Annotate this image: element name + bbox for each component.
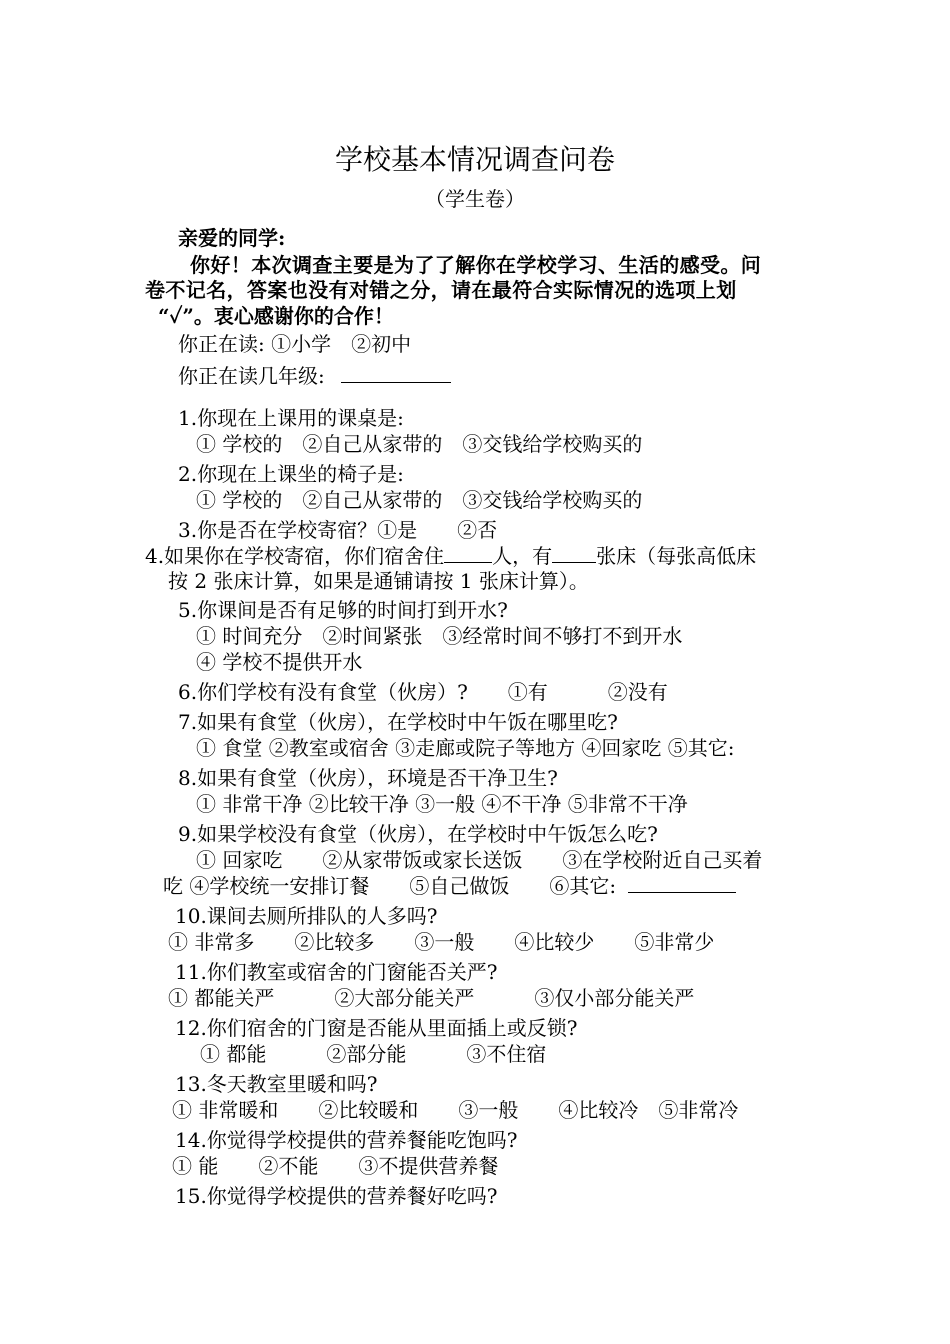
question-1: 1.你现在上课用的课桌是: (178, 406, 404, 430)
question-5-options-2: ④ 学校不提供开水 (196, 650, 363, 674)
question-4-part-c: 张床（每张高低床 (596, 544, 757, 568)
page-subtitle: （学生卷） (425, 187, 525, 211)
intro-line-3: “✓”。衷心感谢你的合作！ (158, 304, 394, 328)
question-10-options: ① 非常多 ②比较多 ③一般 ④比较少 ⑤非常少 (168, 930, 715, 954)
question-4-line-2: 按 2 张床计算，如果是通铺请按 1 张床计算）。 (168, 569, 589, 593)
intro-line-1: 你好！本次调查主要是为了了解你在学校学习、生活的感受。问 (190, 253, 762, 277)
question-5-options-1: ① 时间充分 ②时间紧张 ③经常时间不够打不到开水 (196, 624, 683, 648)
grade-year-blank[interactable] (341, 362, 451, 383)
grade-level-question: 你正在读: ①小学 ②初中 (178, 332, 412, 356)
other-lunch-blank[interactable] (628, 872, 736, 893)
grade-year-row (178, 362, 451, 390)
question-4 (145, 542, 756, 570)
question-10: 10.课间去厕所排队的人多吗? (175, 904, 438, 928)
question-7: 7.如果有食堂（伙房），在学校时中午饭在哪里吃? (178, 710, 618, 734)
question-5: 5.你课间是否有足够的时间打到开水? (178, 598, 508, 622)
question-2: 2.你现在上课坐的椅子是: (178, 462, 404, 486)
bed-count-blank[interactable] (552, 542, 596, 563)
question-3: 3.你是否在学校寄宿？①是 ②否 (178, 518, 498, 542)
question-8: 8.如果有食堂（伙房），环境是否干净卫生? (178, 766, 558, 790)
question-9-options-1: ① 回家吃 ②从家带饭或家长送饭 ③在学校附近自己买着 (196, 848, 763, 872)
question-7-options: ① 食堂 ②教室或宿舍 ③走廊或院子等地方 ④回家吃 ⑤其它: (196, 736, 735, 760)
question-6: 6.你们学校有没有食堂（伙房）? ①有 ②没有 (178, 680, 668, 704)
intro-line-2: 卷不记名，答案也没有对错之分，请在最符合实际情况的选项上划 (145, 278, 737, 302)
question-11-options: ① 都能关严 ②大部分能关严 ③仅小部分能关严 (168, 986, 695, 1010)
room-occupants-blank[interactable] (444, 542, 492, 563)
question-8-options: ① 非常干净 ②比较干净 ③一般 ④不干净 ⑤非常不干净 (196, 792, 688, 816)
page-title: 学校基本情况调查问卷 (334, 143, 615, 176)
question-13-options: ① 非常暖和 ②比较暖和 ③一般 ④比较冷 ⑤非常冷 (172, 1098, 739, 1122)
question-1-options: ① 学校的 ②自己从家带的 ③交钱给学校购买的 (196, 432, 643, 456)
question-9-options-2: 吃 ④学校统一安排订餐 ⑤自己做饭 ⑥其它: (163, 874, 617, 898)
question-12-options: ① 都能 ②部分能 ③不住宿 (200, 1042, 547, 1066)
grade-year-question: 你正在读几年级: (178, 364, 325, 388)
question-14: 14.你觉得学校提供的营养餐能吃饱吗? (175, 1128, 518, 1152)
question-14-options: ① 能 ②不能 ③不提供营养餐 (172, 1154, 499, 1178)
question-4-part-b: 人，有 (492, 544, 553, 568)
question-9-options-2-row (163, 872, 736, 900)
question-4-part-a: 4.如果你在学校寄宿，你们宿舍住 (145, 544, 445, 568)
greeting: 亲爱的同学: (178, 226, 286, 250)
question-11: 11.你们教室或宿舍的门窗能否关严? (175, 960, 498, 984)
question-12: 12.你们宿舍的门窗是否能从里面插上或反锁? (175, 1016, 578, 1040)
question-9: 9.如果学校没有食堂（伙房），在学校时中午饭怎么吃? (178, 822, 658, 846)
question-15: 15.你觉得学校提供的营养餐好吃吗? (175, 1184, 498, 1208)
question-13: 13.冬天教室里暖和吗? (175, 1072, 378, 1096)
question-2-options: ① 学校的 ②自己从家带的 ③交钱给学校购买的 (196, 488, 643, 512)
